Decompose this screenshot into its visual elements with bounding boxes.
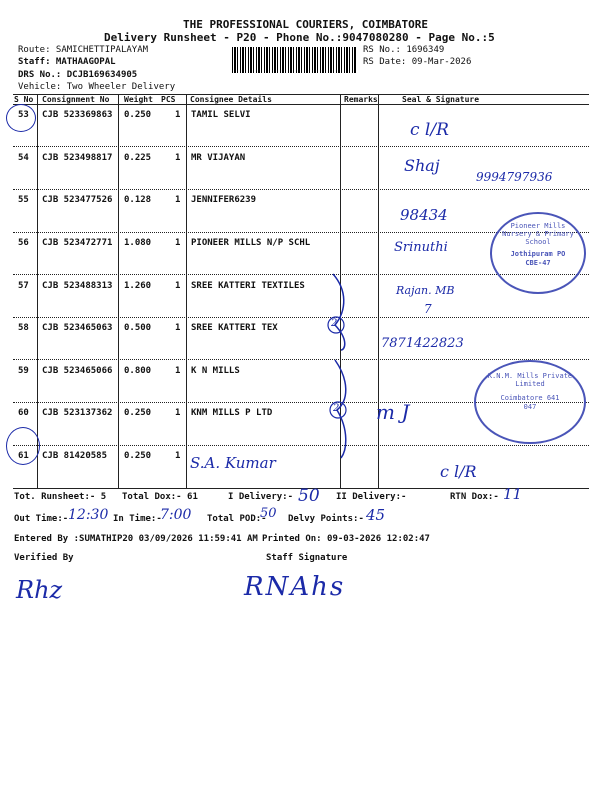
row-consignee: SREE KATTERI TEX bbox=[191, 323, 278, 333]
row-weight: 0.250 bbox=[124, 408, 152, 418]
in-time-label: In Time:- bbox=[113, 514, 162, 524]
row-consignment-no: CJB 523465063 bbox=[42, 323, 113, 333]
row-consignment-no: CJB 523465066 bbox=[42, 366, 113, 376]
row-consignee: KNM MILLS P LTD bbox=[191, 408, 273, 418]
row-consignee: TAMIL SELVI bbox=[191, 110, 251, 120]
row-weight: 0.225 bbox=[124, 153, 152, 163]
rs-number: RS No.: 1696349 bbox=[363, 45, 445, 55]
row-consignee: MR VIJAYAN bbox=[191, 153, 246, 163]
col-sno: S No bbox=[14, 95, 34, 104]
route-label: Route: SAMICHETTIPALAYAM bbox=[18, 45, 149, 55]
staff-signature-label: Staff Signature bbox=[266, 553, 348, 563]
signature-row-57: Rajan. MB bbox=[396, 284, 455, 297]
row-consignee: JENNIFER6239 bbox=[191, 195, 257, 205]
signature-row-55: 98434 bbox=[400, 206, 448, 224]
row-sno: 54 bbox=[18, 153, 29, 163]
row-consignment-no: CJB 523477526 bbox=[42, 195, 113, 205]
row-sno: 59 bbox=[18, 366, 29, 376]
vehicle-label: Vehicle: Two Wheeler Delivery bbox=[18, 82, 176, 92]
row-pcs: 1 bbox=[175, 366, 181, 376]
row-sno: 53 bbox=[18, 110, 29, 120]
remark-mark: 2 bbox=[331, 318, 338, 329]
stamp-ring-text: K.N.M. Mills Private Limited bbox=[487, 372, 573, 388]
tot-runsheet: Tot. Runsheet:- 5 bbox=[14, 492, 107, 502]
col-consignment: Consignment No bbox=[42, 95, 110, 104]
remark-mark: 2 bbox=[333, 403, 340, 414]
row-sno: 55 bbox=[18, 195, 29, 205]
row-sno: 60 bbox=[18, 408, 29, 418]
col-weight: Weight bbox=[124, 95, 153, 104]
signature-row-61: c l/R bbox=[440, 462, 477, 481]
verified-signature: Rhz bbox=[16, 576, 63, 604]
row-weight: 0.250 bbox=[124, 110, 152, 120]
stamp-center-text: Jothipuram PO CBE-47 bbox=[510, 250, 566, 267]
row-weight: 0.128 bbox=[124, 195, 152, 205]
col-seal-signature: Seal & Signature bbox=[402, 95, 480, 104]
pioneer-mills-stamp bbox=[490, 212, 586, 294]
row-pcs: 1 bbox=[175, 238, 181, 248]
drs-number: DRS No.: DCJB169634905 bbox=[18, 70, 138, 80]
row-consignment-no: CJB 523472771 bbox=[42, 238, 113, 248]
row-pcs: 1 bbox=[175, 451, 181, 461]
row-pcs: 1 bbox=[175, 110, 181, 120]
out-time-value: 12:30 bbox=[68, 507, 109, 523]
stamp-center-text: Coimbatore 641 047 bbox=[500, 394, 560, 411]
handwritten-name-row-61: S.A. Kumar bbox=[190, 454, 276, 472]
rs-date: RS Date: 09-Mar-2026 bbox=[363, 57, 472, 67]
remarks-bracket-marks bbox=[325, 270, 355, 460]
row-sno: 56 bbox=[18, 238, 29, 248]
col-pcs: PCS bbox=[161, 95, 176, 104]
total-pod-label: Total POD:- bbox=[207, 514, 267, 524]
signature-row-58: 7 bbox=[424, 302, 432, 316]
row-weight: 0.250 bbox=[124, 451, 152, 461]
stamp-ring-text: Pioneer Mills Nursery & Primary School bbox=[502, 222, 574, 246]
total-dox: Total Dox:- 61 bbox=[122, 492, 198, 502]
printed-on: Printed On: 09-03-2026 12:02:47 bbox=[262, 534, 430, 544]
company-name: THE PROFESSIONAL COURIERS, COIMBATORE bbox=[183, 18, 429, 31]
row-pcs: 1 bbox=[175, 408, 181, 418]
row-sno: 58 bbox=[18, 323, 29, 333]
row-pcs: 1 bbox=[175, 153, 181, 163]
verified-by-label: Verified By bbox=[14, 553, 74, 563]
barcode bbox=[232, 47, 356, 73]
row-sno: 57 bbox=[18, 281, 29, 291]
circle-mark bbox=[6, 104, 36, 132]
row-consignee: PIONEER MILLS N/P SCHL bbox=[191, 238, 311, 248]
signature-row-54: Shaj bbox=[404, 156, 440, 175]
ii-delivery-label: II Delivery:- bbox=[336, 492, 407, 502]
row-pcs: 1 bbox=[175, 323, 181, 333]
delvy-points-label: Delvy Points:- bbox=[288, 514, 364, 524]
row-pcs: 1 bbox=[175, 195, 181, 205]
row-weight: 0.800 bbox=[124, 366, 152, 376]
staff-signature: RNAhs bbox=[244, 572, 346, 602]
i-delivery-label: I Delivery:- bbox=[228, 492, 294, 502]
signature-row-60: m J bbox=[376, 400, 410, 424]
phone-row-54: 9994797936 bbox=[476, 170, 553, 184]
in-time-value: 7:00 bbox=[160, 507, 192, 523]
rtn-dox-value: 11 bbox=[503, 485, 523, 503]
row-weight: 1.080 bbox=[124, 238, 152, 248]
row-sno: 61 bbox=[18, 451, 29, 461]
row-consignment-no: CJB 523498817 bbox=[42, 153, 113, 163]
circle-mark bbox=[6, 427, 40, 465]
row-consignment-no: CJB 81420585 bbox=[42, 451, 108, 461]
row-pcs: 1 bbox=[175, 281, 181, 291]
phone-row-58: 7871422823 bbox=[381, 336, 464, 351]
runsheet-title: Delivery Runsheet - P20 - Phone No.:9047080280 - Page No.:5 bbox=[104, 31, 495, 44]
i-delivery-value: 50 bbox=[298, 486, 320, 506]
row-weight: 0.500 bbox=[124, 323, 152, 333]
row-consignee: SREE KATTERI TEXTILES bbox=[191, 281, 305, 291]
staff-label: Staff: MATHAAGOPAL bbox=[18, 57, 116, 67]
rtn-dox-label: RTN Dox:- bbox=[450, 492, 499, 502]
entered-by: Entered By :SUMATHIP20 03/09/2026 11:59:41 AM bbox=[14, 534, 258, 544]
row-consignment-no: CJB 523369863 bbox=[42, 110, 113, 120]
row-weight: 1.260 bbox=[124, 281, 152, 291]
col-consignee: Consignee Details bbox=[190, 95, 272, 104]
row-consignment-no: CJB 523488313 bbox=[42, 281, 113, 291]
knm-mills-stamp bbox=[474, 360, 586, 444]
signature-row-53: c l/R bbox=[410, 120, 449, 140]
row-consignee: K N MILLS bbox=[191, 366, 240, 376]
row-consignment-no: CJB 523137362 bbox=[42, 408, 113, 418]
col-remarks: Remarks bbox=[344, 95, 378, 104]
out-time-label: Out Time:- bbox=[14, 514, 69, 524]
delvy-points-value: 45 bbox=[366, 506, 386, 524]
total-pod-value: 50 bbox=[260, 506, 277, 521]
table-header-border bbox=[13, 104, 589, 105]
signature-row-56: Srinuthi bbox=[394, 240, 448, 255]
